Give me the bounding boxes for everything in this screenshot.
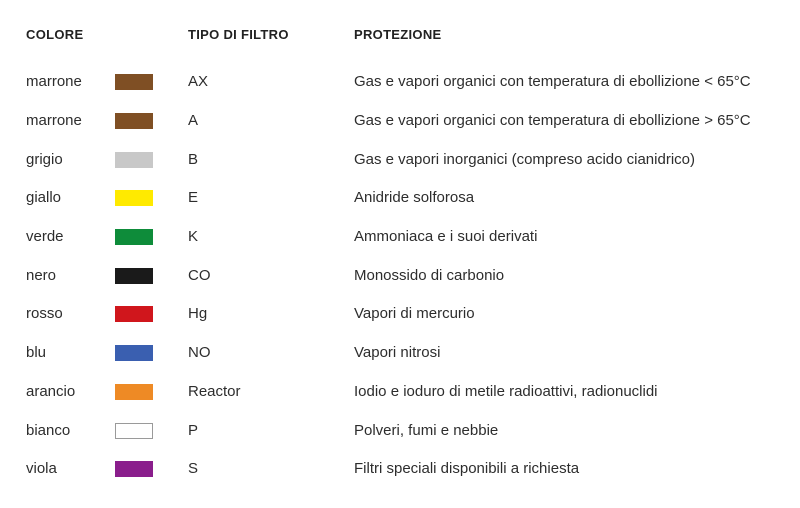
filter-type: Reactor bbox=[188, 382, 241, 400]
filter-type: P bbox=[188, 421, 199, 439]
protection-description: Gas e vapori inorganici (compreso acido cianidrico) bbox=[354, 150, 695, 168]
filter-type: S bbox=[188, 460, 199, 478]
table-row bbox=[26, 295, 786, 334]
protection-description: Gas e vapori organici con temperatura di ebollizione < 65°C bbox=[354, 73, 751, 91]
protection-description: Anidride solforosa bbox=[354, 189, 475, 207]
table-row bbox=[26, 334, 786, 373]
filter-type: A bbox=[188, 112, 199, 130]
color-swatch bbox=[115, 345, 153, 361]
protection-description: Filtri speciali disponibili a richiesta bbox=[354, 460, 580, 478]
color-name: verde bbox=[26, 228, 64, 246]
color-swatch bbox=[115, 74, 153, 90]
table-row bbox=[26, 179, 786, 218]
table-row bbox=[26, 373, 786, 412]
color-name: bianco bbox=[26, 421, 71, 439]
color-swatch bbox=[115, 190, 153, 206]
color-name: marrone bbox=[26, 73, 82, 91]
filter-type: CO bbox=[188, 266, 211, 284]
color-name: nero bbox=[26, 266, 57, 284]
header-protezione: PROTEZIONE bbox=[354, 27, 442, 42]
table-row bbox=[26, 218, 786, 257]
color-swatch bbox=[115, 113, 153, 129]
table-row bbox=[26, 450, 786, 489]
protection-description: Polveri, fumi e nebbie bbox=[354, 421, 499, 439]
color-name: blu bbox=[26, 344, 47, 362]
filter-type: B bbox=[188, 150, 199, 168]
color-swatch bbox=[115, 306, 153, 322]
color-swatch bbox=[115, 423, 153, 439]
header-tipo-di-filtro: TIPO DI FILTRO bbox=[188, 27, 289, 42]
protection-description: Ammoniaca e i suoi derivati bbox=[354, 228, 538, 246]
color-name: marrone bbox=[26, 112, 82, 130]
color-name: arancio bbox=[26, 382, 76, 400]
color-swatch bbox=[115, 229, 153, 245]
filter-type: NO bbox=[188, 344, 211, 362]
table-body bbox=[26, 63, 786, 489]
filter-type: E bbox=[188, 189, 199, 207]
filter-color-table bbox=[26, 24, 786, 489]
color-swatch bbox=[115, 152, 153, 168]
protection-description: Iodio e ioduro di metile radioattivi, radionuclidi bbox=[354, 382, 658, 400]
table-header bbox=[26, 24, 786, 46]
protection-description: Vapori di mercurio bbox=[354, 305, 475, 323]
color-name: giallo bbox=[26, 189, 62, 207]
filter-type: AX bbox=[188, 73, 209, 91]
color-swatch bbox=[115, 461, 153, 477]
protection-description: Monossido di carbonio bbox=[354, 266, 505, 284]
color-name: grigio bbox=[26, 150, 63, 168]
table-row bbox=[26, 140, 786, 179]
color-swatch bbox=[115, 384, 153, 400]
table-row bbox=[26, 63, 786, 102]
table-row bbox=[26, 411, 786, 450]
protection-description: Vapori nitrosi bbox=[354, 344, 441, 362]
header-colore: COLORE bbox=[26, 27, 84, 42]
color-name: rosso bbox=[26, 305, 63, 323]
color-swatch bbox=[115, 268, 153, 284]
filter-type: K bbox=[188, 228, 199, 246]
table-row bbox=[26, 102, 786, 141]
filter-type: Hg bbox=[188, 305, 208, 323]
protection-description: Gas e vapori organici con temperatura di ebollizione > 65°C bbox=[354, 112, 751, 130]
color-name: viola bbox=[26, 460, 57, 478]
table-row bbox=[26, 256, 786, 295]
